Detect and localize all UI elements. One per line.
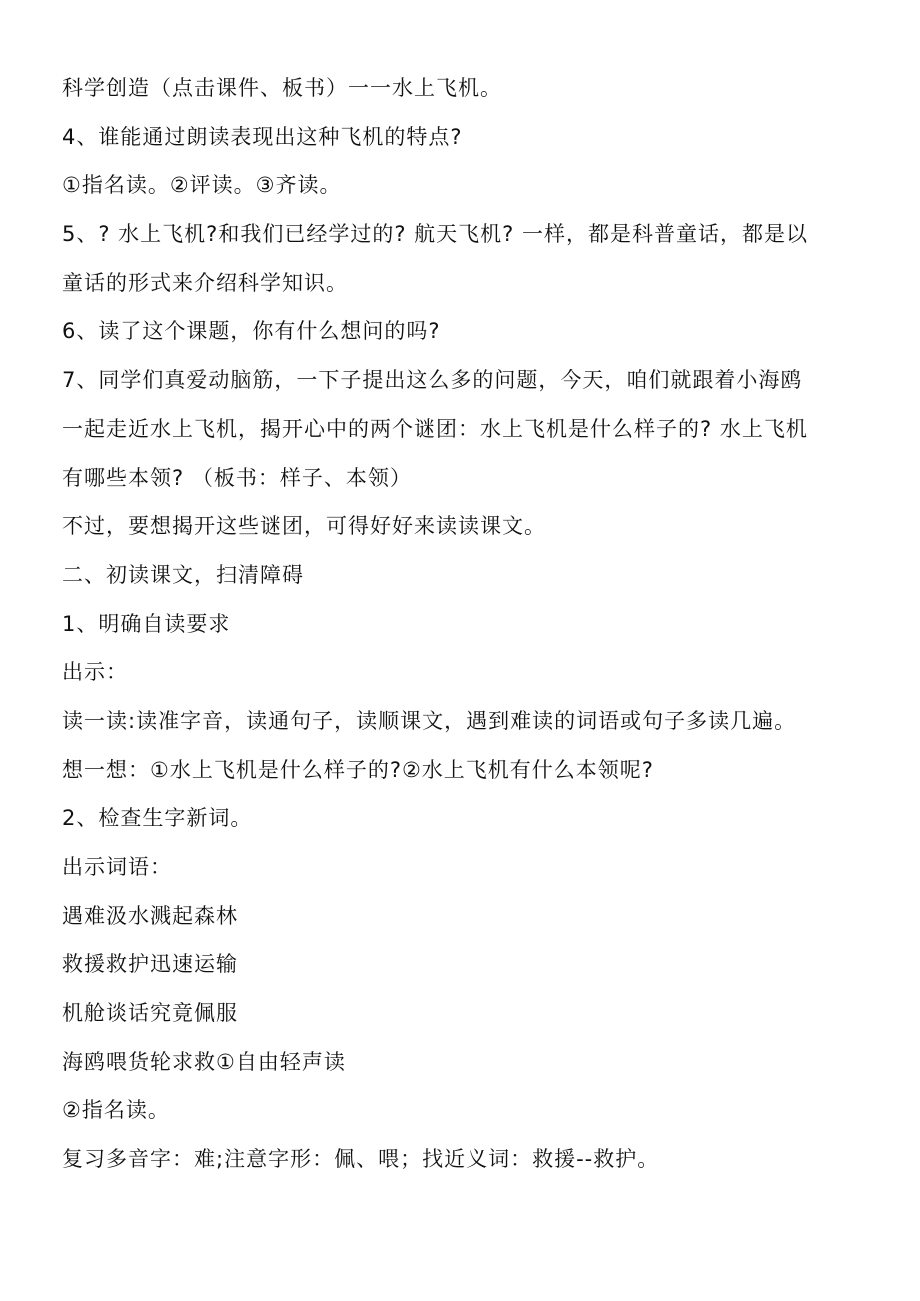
text-line: 出示词语： xyxy=(62,855,172,879)
vocabulary-line: 救援救护迅速运输 xyxy=(62,952,238,977)
text-line: 1、明确自读要求 xyxy=(62,611,231,636)
text-line: 7、同学们真爱动脑筋，一下子提出这么多的问题，今天，咱们就跟着小海鸥 xyxy=(62,368,803,393)
vocabulary-line: 遇难汲水溅起森林 xyxy=(62,903,238,928)
text-line: 科学创造（点击课件、板书）一一水上飞机。 xyxy=(62,76,502,100)
text-line: 出示： xyxy=(62,660,128,685)
text-line: ②指名读。 xyxy=(62,1098,170,1123)
text-line: 一起走近水上飞机，揭开心中的两个谜团：水上飞机是什么样子的? 水上飞机 xyxy=(62,416,808,441)
text-line: 读一读:读准字音，读通句子，读顺课文，遇到难读的词语或句子多读几遍。 xyxy=(62,708,797,733)
text-line: 复习多音字：难;注意字形：佩、喂；找近义词：救援--救护。 xyxy=(62,1147,660,1172)
text-line: ①指名读。②评读。③齐读。 xyxy=(62,173,342,198)
text-line: 5、? 水上飞机?和我们已经学过的? 航天飞机? 一样，都是科普童话，都是以 xyxy=(62,222,808,247)
text-line: 6、读了这个课题，你有什么想问的吗? xyxy=(62,319,441,344)
text-line: 不过，要想揭开这些谜团，可得好好来读读课文。 xyxy=(62,514,546,539)
vocabulary-line: 海鸥喂货轮求救①自由轻声读 xyxy=(62,1049,346,1074)
section-heading: 二、初读课文，扫清障碍 xyxy=(62,562,304,587)
vocabulary-line: 机舱谈话究竟佩服 xyxy=(62,1001,238,1026)
text-line: 想一想：①水上飞机是什么样子的?②水上飞机有什么本领呢? xyxy=(62,757,654,782)
text-line: 4、谁能通过朗读表现出这种飞机的特点? xyxy=(62,124,463,149)
document-page xyxy=(62,64,862,1184)
text-line: 有哪些本领? （板书：样子、本领） xyxy=(62,465,412,490)
text-line: 童话的形式来介绍科学知识。 xyxy=(62,270,348,295)
text-line: 2、检查生字新词。 xyxy=(62,806,253,831)
